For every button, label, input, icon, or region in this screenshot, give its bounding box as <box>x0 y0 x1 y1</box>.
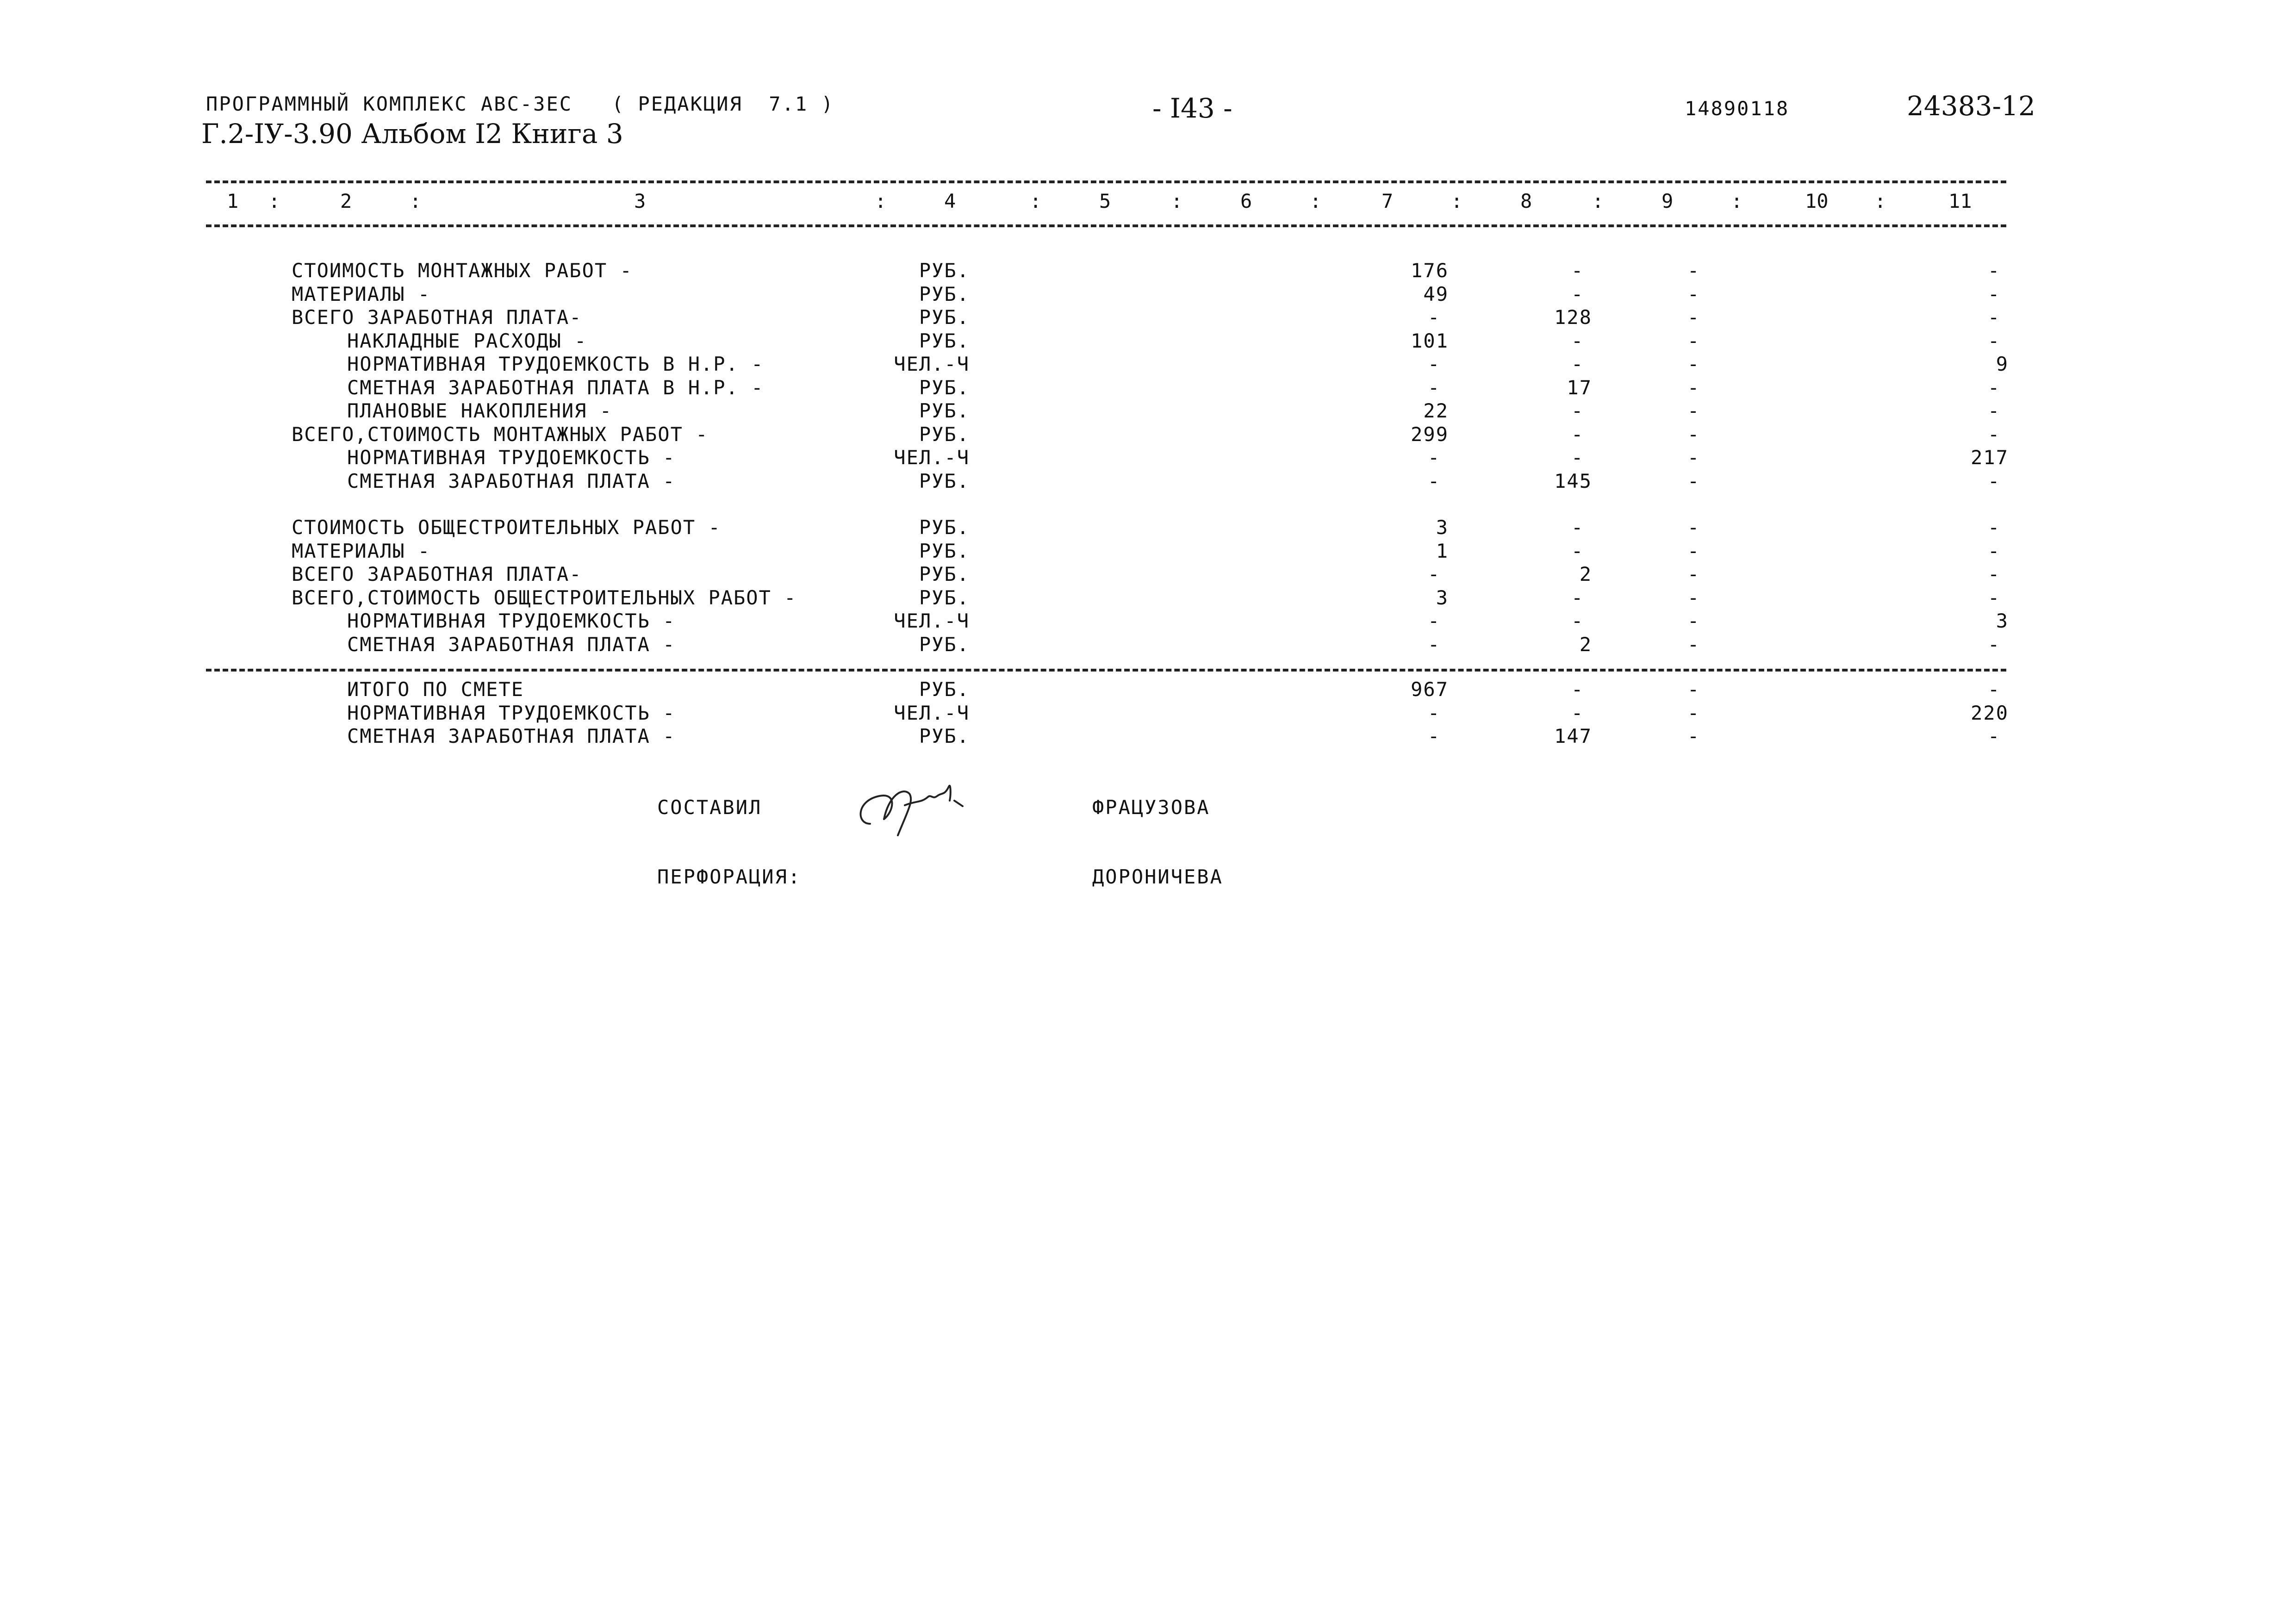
program-header: ПРОГРАММНЫЙ КОМПЛЕКС АВС-3ЕС ( РЕДАКЦИЯ 7.1 ) <box>206 93 834 115</box>
cell-col-9: - <box>1687 609 1700 632</box>
column-number-2: 2 <box>340 190 352 212</box>
cell-col-8: 128 <box>1554 306 1592 329</box>
column-number-1: 1 <box>227 190 239 212</box>
cell-col-11: - <box>1988 586 2001 609</box>
cell-col-9: - <box>1687 423 1700 446</box>
row-label: НАКЛАДНЫЕ РАСХОДЫ - <box>347 329 587 352</box>
document-code: 14890118 <box>1685 97 1790 120</box>
row-label: ПЛАНОВЫЕ НАКОПЛЕНИЯ - <box>347 399 613 422</box>
perforation-label: ПЕРФОРАЦИЯ: <box>657 865 802 888</box>
cell-col-8: - <box>1571 353 1584 375</box>
row-label: СМЕТНАЯ ЗАРАБОТНАЯ ПЛАТА - <box>347 633 676 656</box>
cell-col-11: - <box>1988 423 2001 446</box>
document-number: 24383-12 <box>1907 90 2035 122</box>
column-separator: : <box>1310 190 1322 212</box>
column-separator: : <box>1171 190 1183 212</box>
cell-col-11: - <box>1988 633 2001 656</box>
table-top-rule <box>206 180 2006 183</box>
table-row <box>0 516 2296 539</box>
table-row <box>0 470 2296 493</box>
row-unit: РУБ. <box>919 329 970 352</box>
cell-col-11: - <box>1988 376 2001 399</box>
page-number: - I43 - <box>1152 93 1232 124</box>
table-row <box>0 633 2296 656</box>
row-label: НОРМАТИВНАЯ ТРУДОЕМКОСТЬ В Н.Р. - <box>347 353 764 375</box>
row-unit: РУБ. <box>919 259 970 282</box>
cell-col-9: - <box>1687 306 1700 329</box>
cell-col-7: - <box>1428 633 1441 656</box>
cell-col-11: - <box>1988 282 2001 305</box>
cell-col-7: 1 <box>1436 539 1449 562</box>
row-label: НОРМАТИВНАЯ ТРУДОЕМКОСТЬ - <box>347 609 676 632</box>
row-unit: РУБ. <box>919 516 970 539</box>
cell-col-7: - <box>1428 446 1441 469</box>
cell-col-7: 22 <box>1423 399 1449 422</box>
totals-separator-rule <box>206 669 2006 672</box>
table-row <box>0 259 2296 282</box>
column-number-3: 3 <box>634 190 646 212</box>
cell-col-8: 147 <box>1554 725 1592 747</box>
cell-col-7: - <box>1428 376 1441 399</box>
row-unit: РУБ. <box>919 399 970 422</box>
cell-col-9: - <box>1687 516 1700 539</box>
cell-col-7: 3 <box>1436 586 1449 609</box>
cell-col-11: - <box>1988 306 2001 329</box>
column-separator: : <box>1592 190 1604 212</box>
cell-col-9: - <box>1687 259 1700 282</box>
row-unit: РУБ. <box>919 539 970 562</box>
column-number-4: 4 <box>944 190 956 212</box>
cell-col-11: - <box>1988 539 2001 562</box>
row-unit: РУБ. <box>919 563 970 585</box>
row-unit: РУБ. <box>919 725 970 747</box>
cell-col-11: - <box>1988 329 2001 352</box>
row-label: ВСЕГО,СТОИМОСТЬ ОБЩЕСТРОИТЕЛЬНЫХ РАБОТ - <box>292 586 797 609</box>
cell-col-11: - <box>1988 399 2001 422</box>
row-label: СТОИМОСТЬ МОНТАЖНЫХ РАБОТ - <box>292 259 633 282</box>
table-row <box>0 376 2296 399</box>
cell-col-8: 145 <box>1554 469 1592 492</box>
row-label: ВСЕГО ЗАРАБОТНАЯ ПЛАТА- <box>292 306 582 329</box>
cell-col-8: - <box>1571 539 1584 562</box>
cell-col-9: - <box>1687 353 1700 375</box>
table-row <box>0 702 2296 725</box>
row-unit: РУБ. <box>919 306 970 329</box>
cell-col-11: - <box>1988 725 2001 747</box>
cell-col-9: - <box>1687 586 1700 609</box>
cell-col-11: - <box>1988 678 2001 701</box>
cell-col-9: - <box>1687 282 1700 305</box>
column-separator: : <box>1874 190 1886 212</box>
cell-col-7: 967 <box>1411 678 1449 701</box>
column-number-7: 7 <box>1381 190 1394 212</box>
column-separator: : <box>1451 190 1463 212</box>
table-row <box>0 399 2296 423</box>
cell-col-9: - <box>1687 678 1700 701</box>
cell-col-7: - <box>1428 725 1441 747</box>
column-number-9: 9 <box>1661 190 1674 212</box>
table-row <box>0 540 2296 563</box>
row-unit: ЧЕЛ.-Ч <box>894 353 970 375</box>
signature-image <box>852 768 981 842</box>
cell-col-9: - <box>1687 563 1700 585</box>
column-separator: : <box>1731 190 1743 212</box>
row-label: СМЕТНАЯ ЗАРАБОТНАЯ ПЛАТА - <box>347 725 676 747</box>
cell-col-8: - <box>1571 609 1584 632</box>
column-separator: : <box>410 190 422 212</box>
row-unit: РУБ. <box>919 376 970 399</box>
cell-col-7: - <box>1428 306 1441 329</box>
table-row <box>0 609 2296 633</box>
row-label: СТОИМОСТЬ ОБЩЕСТРОИТЕЛЬНЫХ РАБОТ - <box>292 516 721 539</box>
cell-col-7: 176 <box>1411 259 1449 282</box>
row-unit: РУБ. <box>919 469 970 492</box>
row-label: СМЕТНАЯ ЗАРАБОТНАЯ ПЛАТА - <box>347 469 676 492</box>
cell-col-9: - <box>1687 701 1700 724</box>
row-unit: РУБ. <box>919 586 970 609</box>
table-row <box>0 330 2296 353</box>
row-label: СМЕТНАЯ ЗАРАБОТНАЯ ПЛАТА В Н.Р. - <box>347 376 764 399</box>
cell-col-8: - <box>1571 329 1584 352</box>
cell-col-9: - <box>1687 469 1700 492</box>
compiled-by-label: СОСТАВИЛ <box>657 796 762 819</box>
column-number-5: 5 <box>1099 190 1111 212</box>
row-label: НОРМАТИВНАЯ ТРУДОЕМКОСТЬ - <box>347 701 676 724</box>
table-row <box>0 725 2296 748</box>
row-label: МАТЕРИАЛЫ - <box>292 282 431 305</box>
cell-col-8: - <box>1571 586 1584 609</box>
cell-col-11: - <box>1988 516 2001 539</box>
column-number-11: 11 <box>1948 190 1972 212</box>
album-reference: Г.2-IУ-3.90 Альбом I2 Книга 3 <box>201 118 623 149</box>
cell-col-7: - <box>1428 701 1441 724</box>
column-separator: : <box>1030 190 1042 212</box>
row-label: ВСЕГО ЗАРАБОТНАЯ ПЛАТА- <box>292 563 582 585</box>
column-number-8: 8 <box>1520 190 1532 212</box>
column-separator: : <box>268 190 280 212</box>
row-unit: РУБ. <box>919 633 970 656</box>
cell-col-7: - <box>1428 563 1441 585</box>
cell-col-8: - <box>1571 516 1584 539</box>
row-label: ВСЕГО,СТОИМОСТЬ МОНТАЖНЫХ РАБОТ - <box>292 423 709 446</box>
compiled-by-name: ФРАЦУЗОВА <box>1092 796 1210 819</box>
table-row <box>0 283 2296 306</box>
cell-col-9: - <box>1687 633 1700 656</box>
cell-col-7: - <box>1428 353 1441 375</box>
cell-col-9: - <box>1687 446 1700 469</box>
cell-col-7: 101 <box>1411 329 1449 352</box>
cell-col-7: - <box>1428 469 1441 492</box>
cell-col-7: - <box>1428 609 1441 632</box>
table-row <box>0 678 2296 701</box>
row-label: ИТОГО ПО СМЕТЕ <box>347 678 524 701</box>
cell-col-8: - <box>1571 399 1584 422</box>
row-unit: РУБ. <box>919 282 970 305</box>
cell-col-9: - <box>1687 725 1700 747</box>
cell-col-8: - <box>1571 282 1584 305</box>
cell-col-8: - <box>1571 259 1584 282</box>
row-unit: ЧЕЛ.-Ч <box>894 446 970 469</box>
cell-col-9: - <box>1687 376 1700 399</box>
cell-col-7: 3 <box>1436 516 1449 539</box>
cell-col-8: 17 <box>1567 376 1592 399</box>
row-unit: ЧЕЛ.-Ч <box>894 609 970 632</box>
cell-col-9: - <box>1687 329 1700 352</box>
row-label: НОРМАТИВНАЯ ТРУДОЕМКОСТЬ - <box>347 446 676 469</box>
cell-col-11: 9 <box>1996 353 2009 375</box>
cell-col-7: 299 <box>1411 423 1449 446</box>
row-unit: РУБ. <box>919 678 970 701</box>
table-row <box>0 586 2296 609</box>
cell-col-8: - <box>1571 423 1584 446</box>
row-label: МАТЕРИАЛЫ - <box>292 539 431 562</box>
cell-col-11: - <box>1988 259 2001 282</box>
cell-col-11: 220 <box>1971 701 2009 724</box>
cell-col-9: - <box>1687 399 1700 422</box>
cell-col-8: - <box>1571 678 1584 701</box>
row-unit: ЧЕЛ.-Ч <box>894 701 970 724</box>
cell-col-7: 49 <box>1423 282 1449 305</box>
table-row <box>0 353 2296 376</box>
column-number-10: 10 <box>1805 190 1829 212</box>
table-row <box>0 306 2296 329</box>
table-row <box>0 563 2296 586</box>
cell-col-8: - <box>1571 446 1584 469</box>
cell-col-11: - <box>1988 563 2001 585</box>
table-header-bottom-rule <box>206 224 2006 227</box>
cell-col-11: - <box>1988 469 2001 492</box>
column-separator: : <box>875 190 887 212</box>
column-number-6: 6 <box>1240 190 1252 212</box>
cell-col-8: - <box>1571 701 1584 724</box>
row-unit: РУБ. <box>919 423 970 446</box>
cell-col-11: 3 <box>1996 609 2009 632</box>
table-row <box>0 446 2296 469</box>
cell-col-9: - <box>1687 539 1700 562</box>
cell-col-8: 2 <box>1579 633 1592 656</box>
table-row <box>0 423 2296 446</box>
cell-col-8: 2 <box>1579 563 1592 585</box>
perforation-name: ДОРОНИЧЕВА <box>1092 865 1223 888</box>
cell-col-11: 217 <box>1971 446 2009 469</box>
